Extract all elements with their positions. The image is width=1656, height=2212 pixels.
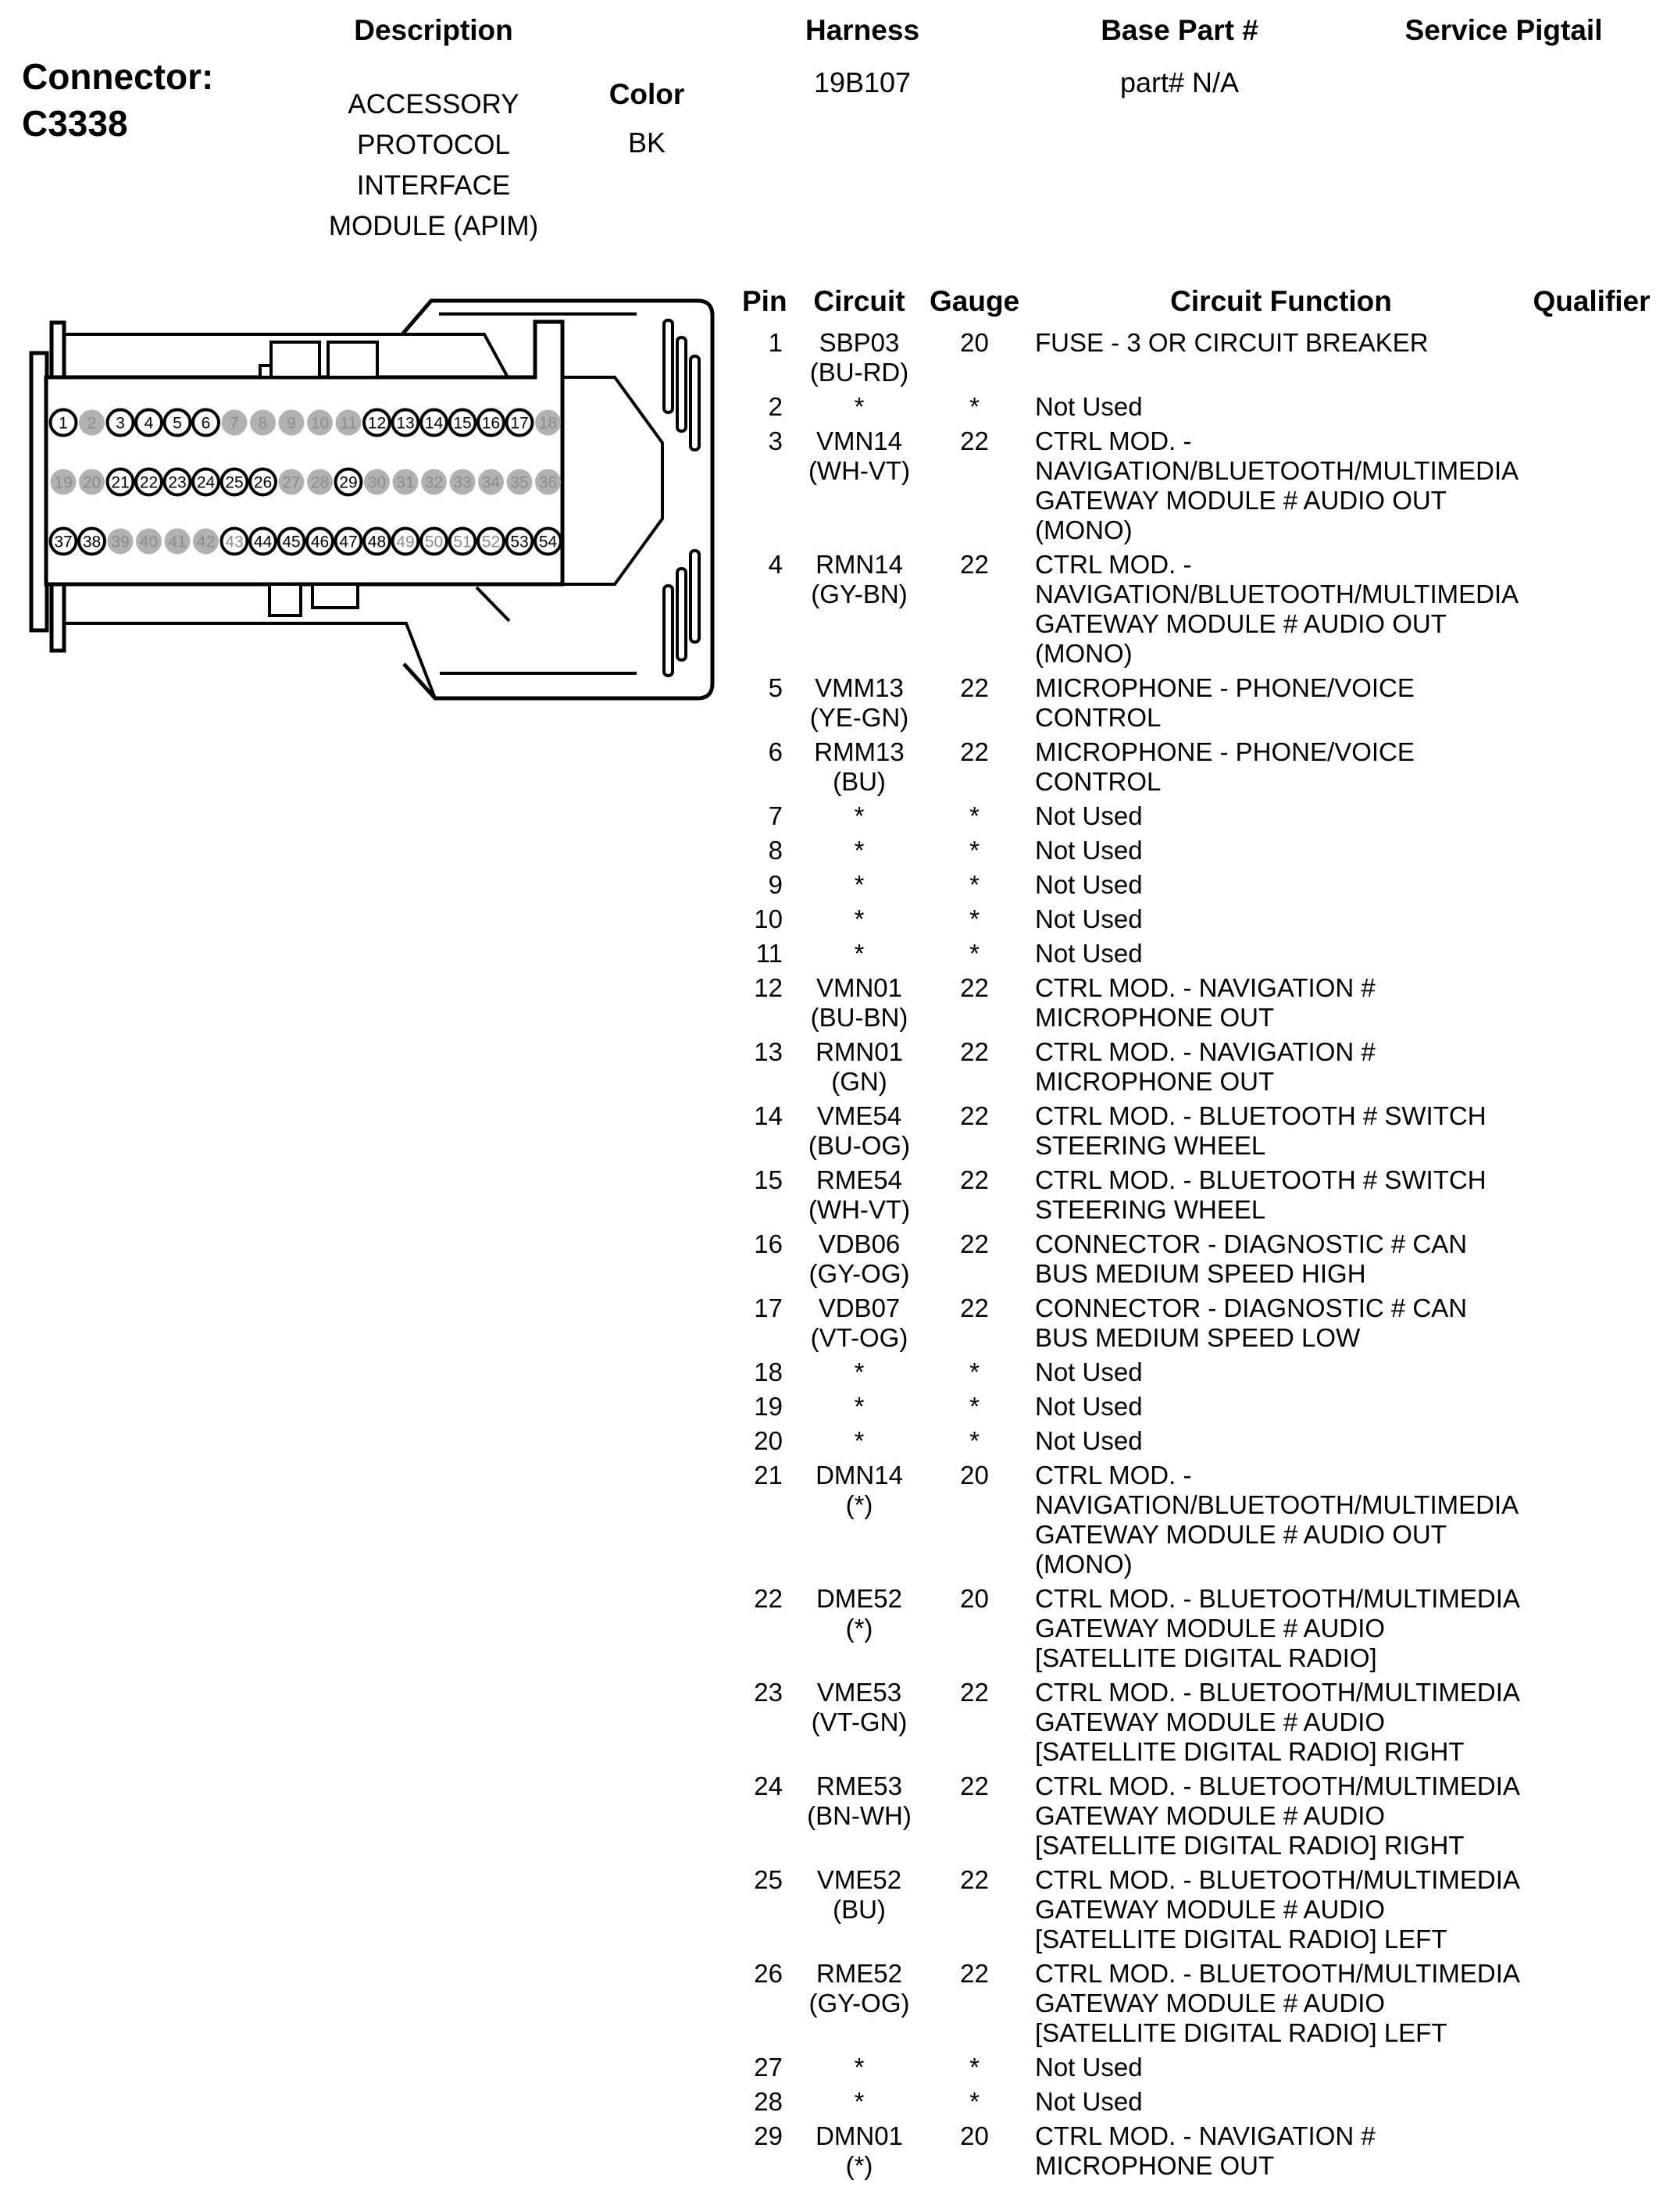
circuit-cell: *: [854, 939, 865, 968]
gauge-cell: 22: [960, 1959, 989, 1988]
circuit-function-cell: CTRL MOD. - BLUETOOTH/MULTIMEDIA GATEWAY MODULE # AUDIO [SATELLITE DIGITAL RADIO] LEFT: [1035, 1865, 1520, 1953]
gauge-cell: 22: [960, 1165, 989, 1194]
table-row: [742, 939, 1656, 969]
table-row: [742, 1426, 1656, 1456]
table-row: [742, 392, 1656, 422]
gauge-cell: 22: [960, 737, 989, 766]
pin-cell: 13: [754, 1037, 783, 1066]
connector-slot: [664, 586, 673, 676]
gauge-cell: 22: [960, 673, 989, 702]
qualifier-cell: [1527, 1865, 1656, 1954]
connector-pin-number: 34: [481, 473, 501, 492]
circuit-function-cell: CONNECTOR - DIAGNOSTIC # CAN BUS MEDIUM SPEED HIGH: [1035, 1229, 1468, 1288]
table-row: [742, 1229, 1656, 1289]
connector-pin-number: 21: [111, 473, 130, 492]
pin-cell: 25: [754, 1865, 783, 1894]
gauge-cell: *: [969, 2087, 980, 2116]
circuit-function-cell: FUSE - 3 OR CIRCUIT BREAKER: [1035, 328, 1429, 357]
pin-cell: 3: [768, 426, 783, 455]
qualifier-cell: [1527, 1771, 1656, 1861]
table-row: [742, 870, 1656, 900]
connector-pin-number: 53: [510, 533, 529, 551]
connector-pin-number: 48: [367, 533, 387, 551]
gauge-cell: *: [969, 1426, 980, 1455]
connector-pin-number: 20: [82, 473, 102, 492]
connector-pin-number: 50: [424, 533, 444, 551]
gauge-cell: *: [969, 836, 980, 865]
connector-title: [22, 53, 213, 147]
circuit-function-cell: CTRL MOD. - NAVIGATION/BLUETOOTH/MULTIMEDIA GATEWAY MODULE # AUDIO OUT (MONO): [1035, 426, 1519, 544]
description-title: Description: [354, 14, 513, 46]
gauge-cell: 22: [960, 973, 989, 1002]
qualifier-cell: [1527, 2087, 1656, 2117]
circuit-cell: RMM13 (BU): [814, 737, 905, 796]
pin-cell: 17: [754, 1293, 783, 1322]
circuit-function-cell: CTRL MOD. - BLUETOOTH/MULTIMEDIA GATEWAY MODULE # AUDIO [SATELLITE DIGITAL RADIO]: [1035, 1584, 1520, 1672]
qualifier-cell: [1527, 1293, 1656, 1353]
connector-id: C3338: [22, 103, 128, 144]
circuit-function-cell: Not Used: [1035, 2053, 1143, 2082]
pin-cell: 20: [754, 1426, 783, 1455]
qualifier-cell: [1527, 1959, 1656, 2048]
circuit-cell: *: [854, 392, 865, 421]
connector-pin-number: 23: [168, 473, 187, 492]
circuit-function-cell: Not Used: [1035, 392, 1143, 421]
connector-diagram: [0, 297, 742, 719]
connector-pin-number: 27: [282, 473, 301, 492]
connector-pin-number: 4: [144, 414, 154, 433]
table-row: [742, 801, 1656, 831]
pin-cell: 22: [754, 1584, 783, 1613]
connector-notch-slash: [476, 587, 509, 621]
connector-pin-number: 10: [310, 414, 330, 433]
circuit-function-cell: Not Used: [1035, 836, 1143, 865]
circuit-function-cell: MICROPHONE - PHONE/VOICE CONTROL: [1035, 673, 1415, 732]
pin-cell: 21: [754, 1461, 783, 1490]
gauge-cell: 20: [960, 328, 989, 357]
table-row: [742, 1461, 1656, 1579]
pin-cell: 29: [754, 2121, 783, 2150]
circuit-function-cell: Not Used: [1035, 1426, 1143, 1455]
connector-pin-number: 40: [139, 533, 159, 551]
connector-pin-number: 46: [310, 533, 330, 551]
circuit-function-cell: MICROPHONE - PHONE/VOICE CONTROL: [1035, 737, 1415, 796]
gauge-cell: *: [969, 1358, 980, 1386]
circuit-cell: RME53 (BN-WH): [807, 1771, 912, 1830]
connector-pin-number: 18: [538, 414, 558, 433]
circuit-cell: RMN01 (GN): [816, 1037, 903, 1096]
circuit-function-cell: CTRL MOD. - BLUETOOTH # SWITCH STEERING WHEEL: [1035, 1165, 1486, 1224]
connector-slot: [691, 356, 699, 450]
pin-cell: 23: [754, 1678, 783, 1707]
connector-pin-number: 19: [54, 473, 73, 492]
connector-pin-number: 33: [453, 473, 472, 492]
pin-cell: 9: [768, 870, 783, 899]
connector-key: [328, 342, 377, 377]
qualifier-cell: [1527, 1037, 1656, 1097]
gauge-cell: *: [969, 1392, 980, 1421]
connector-slot: [677, 569, 686, 660]
gauge-cell: 20: [960, 1461, 989, 1490]
table-row: [742, 2053, 1656, 2082]
circuit-cell: *: [854, 1358, 865, 1386]
gauge-cell: *: [969, 904, 980, 933]
qualifier-cell: [1527, 939, 1656, 969]
connector-pin-number: 3: [116, 414, 125, 433]
circuit-cell: RMN14 (GY-BN): [811, 550, 908, 608]
gauge-cell: 22: [960, 1229, 989, 1258]
pin-cell: 15: [754, 1165, 783, 1194]
gauge-cell: 22: [960, 550, 989, 579]
base-part-title: Base Part #: [1101, 14, 1258, 46]
qualifier-cell: [1527, 426, 1656, 545]
qualifier-cell: [1527, 1461, 1656, 1579]
qualifier-cell: [1527, 836, 1656, 865]
gauge-cell: 20: [960, 1584, 989, 1613]
table-row: [742, 1037, 1656, 1097]
harness-title: Harness: [805, 14, 920, 46]
pin-cell: 14: [754, 1101, 783, 1130]
qualifier-cell: [1527, 1229, 1656, 1289]
connector-pin-number: 38: [82, 533, 102, 551]
pin-cell: 16: [754, 1229, 783, 1258]
connector-pin-number: 49: [396, 533, 415, 551]
gauge-cell: *: [969, 939, 980, 968]
circuit-function-cell: CTRL MOD. - BLUETOOTH # SWITCH STEERING WHEEL: [1035, 1101, 1486, 1160]
table-row: [742, 1392, 1656, 1422]
circuit-cell: DMN01 (*): [816, 2121, 903, 2180]
table-row: [742, 1165, 1656, 1225]
qualifier-cell: [1527, 1678, 1656, 1767]
table-row: [742, 1959, 1656, 2048]
qualifier-cell: [1527, 673, 1656, 733]
gauge-cell: 22: [960, 1865, 989, 1894]
gauge-cell: 22: [960, 426, 989, 455]
qualifier-cell: [1527, 1584, 1656, 1673]
circuit-cell: DME52 (*): [816, 1584, 903, 1643]
table-row: [742, 2121, 1656, 2181]
circuit-cell: *: [854, 2053, 865, 2082]
connector-pin-number: 24: [196, 473, 216, 492]
connector-slot: [677, 337, 686, 431]
circuit-function-cell: CTRL MOD. - BLUETOOTH/MULTIMEDIA GATEWAY MODULE # AUDIO [SATELLITE DIGITAL RADIO] RIGHT: [1035, 1771, 1520, 1860]
qualifier-cell: [1527, 1101, 1656, 1161]
connector-pin-number: 13: [396, 414, 415, 433]
table-row: [742, 1865, 1656, 1954]
connector-notch: [269, 584, 301, 615]
circuit-cell: VME52 (BU): [816, 1865, 902, 1924]
qualifier-cell: [1527, 1392, 1656, 1422]
connector-pin-number: 11: [340, 414, 357, 433]
connector-pin-number: 52: [481, 533, 501, 551]
harness-column: [784, 14, 940, 99]
connector-pin-number: 43: [225, 533, 244, 551]
col-header-circuit: Circuit: [813, 285, 905, 317]
col-header-qualifier: Qualifier: [1533, 285, 1651, 317]
table-row: [742, 1678, 1656, 1767]
connector-key: [271, 342, 319, 377]
gauge-cell: 22: [960, 1293, 989, 1322]
circuit-function-cell: Not Used: [1035, 1358, 1143, 1386]
circuit-cell: *: [854, 836, 865, 865]
connector-pin-number: 5: [173, 414, 182, 433]
pin-cell: 1: [768, 328, 783, 357]
table-row: [742, 673, 1656, 733]
pin-cell: 12: [754, 973, 783, 1002]
circuit-cell: *: [854, 2087, 865, 2116]
pin-table-header: [742, 284, 1656, 319]
connector-pin-number: 44: [253, 533, 273, 551]
table-row: [742, 836, 1656, 865]
qualifier-cell: [1527, 973, 1656, 1033]
pin-cell: 8: [768, 836, 783, 865]
connector-pin-number: 15: [453, 414, 472, 433]
circuit-function-cell: Not Used: [1035, 801, 1143, 830]
service-pigtail-column: [1394, 14, 1613, 47]
qualifier-cell: [1527, 737, 1656, 797]
connector-pin-number: 17: [510, 414, 529, 433]
connector-pin-number: 2: [87, 414, 97, 433]
connector-pin-number: 8: [258, 414, 268, 433]
gauge-cell: 22: [960, 1678, 989, 1707]
circuit-cell: *: [854, 904, 865, 933]
connector-pin-number: 9: [287, 414, 296, 433]
connector-slot: [691, 551, 699, 642]
qualifier-cell: [1527, 2121, 1656, 2181]
service-pigtail-title: Service Pigtail: [1404, 14, 1603, 46]
table-row: [742, 737, 1656, 797]
connector-pin-number: 22: [139, 473, 159, 492]
connector-label: Connector:: [22, 56, 214, 97]
circuit-function-cell: CTRL MOD. - BLUETOOTH/MULTIMEDIA GATEWAY MODULE # AUDIO [SATELLITE DIGITAL RADIO] RIGHT: [1035, 1678, 1520, 1766]
col-header-gauge: Gauge: [930, 285, 1020, 317]
qualifier-cell: [1527, 1165, 1656, 1225]
connector-collar: [562, 377, 662, 584]
connector-pin-number: 6: [201, 414, 211, 433]
table-row: [742, 1771, 1656, 1861]
pin-cell: 11: [755, 939, 783, 968]
circuit-function-cell: CTRL MOD. - BLUETOOTH/MULTIMEDIA GATEWAY MODULE # AUDIO [SATELLITE DIGITAL RADIO] LEFT: [1035, 1959, 1520, 2047]
color-value: BK: [627, 127, 666, 159]
gauge-cell: *: [969, 870, 980, 899]
connector-pin-number: 31: [396, 473, 415, 492]
table-row: [742, 2087, 1656, 2117]
circuit-function-cell: Not Used: [1035, 2087, 1143, 2116]
pin-cell: 5: [768, 673, 783, 702]
circuit-function-cell: CTRL MOD. - NAVIGATION # MICROPHONE OUT: [1035, 1037, 1376, 1096]
gauge-cell: 22: [960, 1771, 989, 1800]
circuit-cell: SBP03 (BU-RD): [809, 328, 909, 387]
connector-pin-number: 47: [339, 533, 358, 551]
connector-pin-number: 37: [54, 533, 73, 551]
circuit-cell: DMN14 (*): [816, 1461, 903, 1519]
qualifier-cell: [1527, 392, 1656, 422]
circuit-function-cell: CTRL MOD. - NAVIGATION/BLUETOOTH/MULTIMEDIA GATEWAY MODULE # AUDIO OUT (MONO): [1035, 550, 1519, 668]
pin-cell: 19: [754, 1392, 783, 1421]
gauge-cell: *: [969, 392, 980, 421]
circuit-cell: VMM13 (YE-GN): [809, 673, 909, 732]
circuit-function-cell: Not Used: [1035, 904, 1143, 933]
connector-pin-number: 16: [481, 414, 501, 433]
connector-pin-number: 39: [111, 533, 130, 551]
table-row: [742, 426, 1656, 545]
harness-value: 19B107: [813, 66, 912, 98]
circuit-cell: RME54 (WH-VT): [808, 1165, 911, 1224]
circuit-cell: VDB06 (GY-OG): [808, 1229, 910, 1288]
circuit-cell: VME53 (VT-GN): [811, 1678, 908, 1736]
pin-cell: 28: [754, 2087, 783, 2116]
circuit-cell: VMN14 (WH-VT): [808, 426, 911, 485]
connector-pin-number: 54: [538, 533, 558, 551]
gauge-cell: 22: [960, 1037, 989, 1066]
connector-pin-number: 25: [225, 473, 244, 492]
color-column: [592, 78, 701, 159]
qualifier-cell: [1527, 2053, 1656, 2082]
qualifier-cell: [1527, 801, 1656, 831]
connector-pin-number: 32: [424, 473, 444, 492]
qualifier-cell: [1527, 1358, 1656, 1387]
qualifier-cell: [1527, 904, 1656, 934]
qualifier-cell: [1527, 1426, 1656, 1456]
pin-cell: 18: [754, 1358, 783, 1386]
circuit-cell: VDB07 (VT-OG): [810, 1293, 908, 1352]
connector-pin-number: 12: [367, 414, 387, 433]
circuit-function-cell: CTRL MOD. - NAVIGATION # MICROPHONE OUT: [1035, 2121, 1376, 2180]
col-header-circuit-function: Circuit Function: [1170, 285, 1392, 317]
qualifier-cell: [1527, 550, 1656, 669]
table-row: [742, 1584, 1656, 1673]
connector-pin-number: 14: [424, 414, 444, 433]
circuit-cell: VME54 (BU-OG): [808, 1101, 911, 1160]
base-part-value: part# N/A: [1119, 66, 1240, 98]
base-part-column: [1082, 14, 1277, 99]
connector-pin-number: 28: [310, 473, 330, 492]
connector-pin-number: 36: [538, 473, 558, 492]
pin-cell: 26: [754, 1959, 783, 1988]
gauge-cell: *: [969, 2053, 980, 2082]
connector-pin-number: 26: [253, 473, 273, 492]
table-row: [742, 1293, 1656, 1353]
circuit-cell: *: [854, 1426, 865, 1455]
connector-pin-number: 30: [367, 473, 387, 492]
col-header-pin: Pin: [742, 285, 787, 317]
gauge-cell: 20: [960, 2121, 989, 2150]
pin-cell: 7: [768, 801, 783, 830]
circuit-function-cell: Not Used: [1035, 939, 1143, 968]
color-title: Color: [609, 78, 685, 110]
connector-pin-number: 1: [59, 414, 68, 433]
pin-cell: 4: [768, 550, 783, 579]
pin-table: [742, 284, 1656, 2185]
connector-slot: [664, 320, 673, 412]
connector-pin-number: 29: [339, 473, 358, 492]
connector-pin-number: 41: [168, 533, 187, 551]
circuit-cell: *: [854, 870, 865, 899]
pin-cell: 10: [754, 904, 783, 933]
circuit-function-cell: Not Used: [1035, 870, 1143, 899]
pin-cell: 27: [754, 2053, 783, 2082]
connector-tab-top: [52, 323, 64, 377]
pin-table-body: [742, 328, 1656, 2181]
gauge-cell: 22: [960, 1101, 989, 1130]
table-row: [742, 904, 1656, 934]
circuit-function-cell: CONNECTOR - DIAGNOSTIC # CAN BUS MEDIUM SPEED LOW: [1035, 1293, 1468, 1352]
circuit-cell: VMN01 (BU-BN): [810, 973, 908, 1032]
pin-cell: 6: [768, 737, 783, 766]
pin-cell: 2: [768, 392, 783, 421]
connector-notch: [312, 584, 358, 608]
connector-pin-number: 7: [230, 414, 239, 433]
circuit-function-cell: CTRL MOD. - NAVIGATION # MICROPHONE OUT: [1035, 973, 1376, 1032]
table-row: [742, 1358, 1656, 1387]
connector-pin-number: 42: [196, 533, 216, 551]
description-value: ACCESSORY PROTOCOL INTERFACE MODULE (APIM): [328, 89, 539, 241]
connector-tab-bottom: [52, 584, 64, 651]
circuit-cell: *: [854, 801, 865, 830]
connector-bottom-flange: [64, 623, 435, 698]
gauge-cell: *: [969, 801, 980, 830]
connector-pin-number: 51: [453, 533, 472, 551]
circuit-cell: *: [854, 1392, 865, 1421]
circuit-function-cell: Not Used: [1035, 1392, 1143, 1421]
qualifier-cell: [1527, 328, 1656, 387]
pin-cell: 24: [754, 1771, 783, 1800]
table-row: [742, 550, 1656, 669]
connector-pin-number: 45: [282, 533, 301, 551]
table-row: [742, 328, 1656, 387]
description-column: [328, 14, 539, 247]
circuit-cell: RME52 (GY-OG): [808, 1959, 910, 2018]
table-row: [742, 1101, 1656, 1161]
table-row: [742, 973, 1656, 1033]
connector-pin-number: 35: [510, 473, 529, 492]
circuit-function-cell: CTRL MOD. - NAVIGATION/BLUETOOTH/MULTIMEDIA GATEWAY MODULE # AUDIO OUT (MONO): [1035, 1461, 1519, 1579]
qualifier-cell: [1527, 870, 1656, 900]
connector-key-step: [260, 366, 271, 377]
